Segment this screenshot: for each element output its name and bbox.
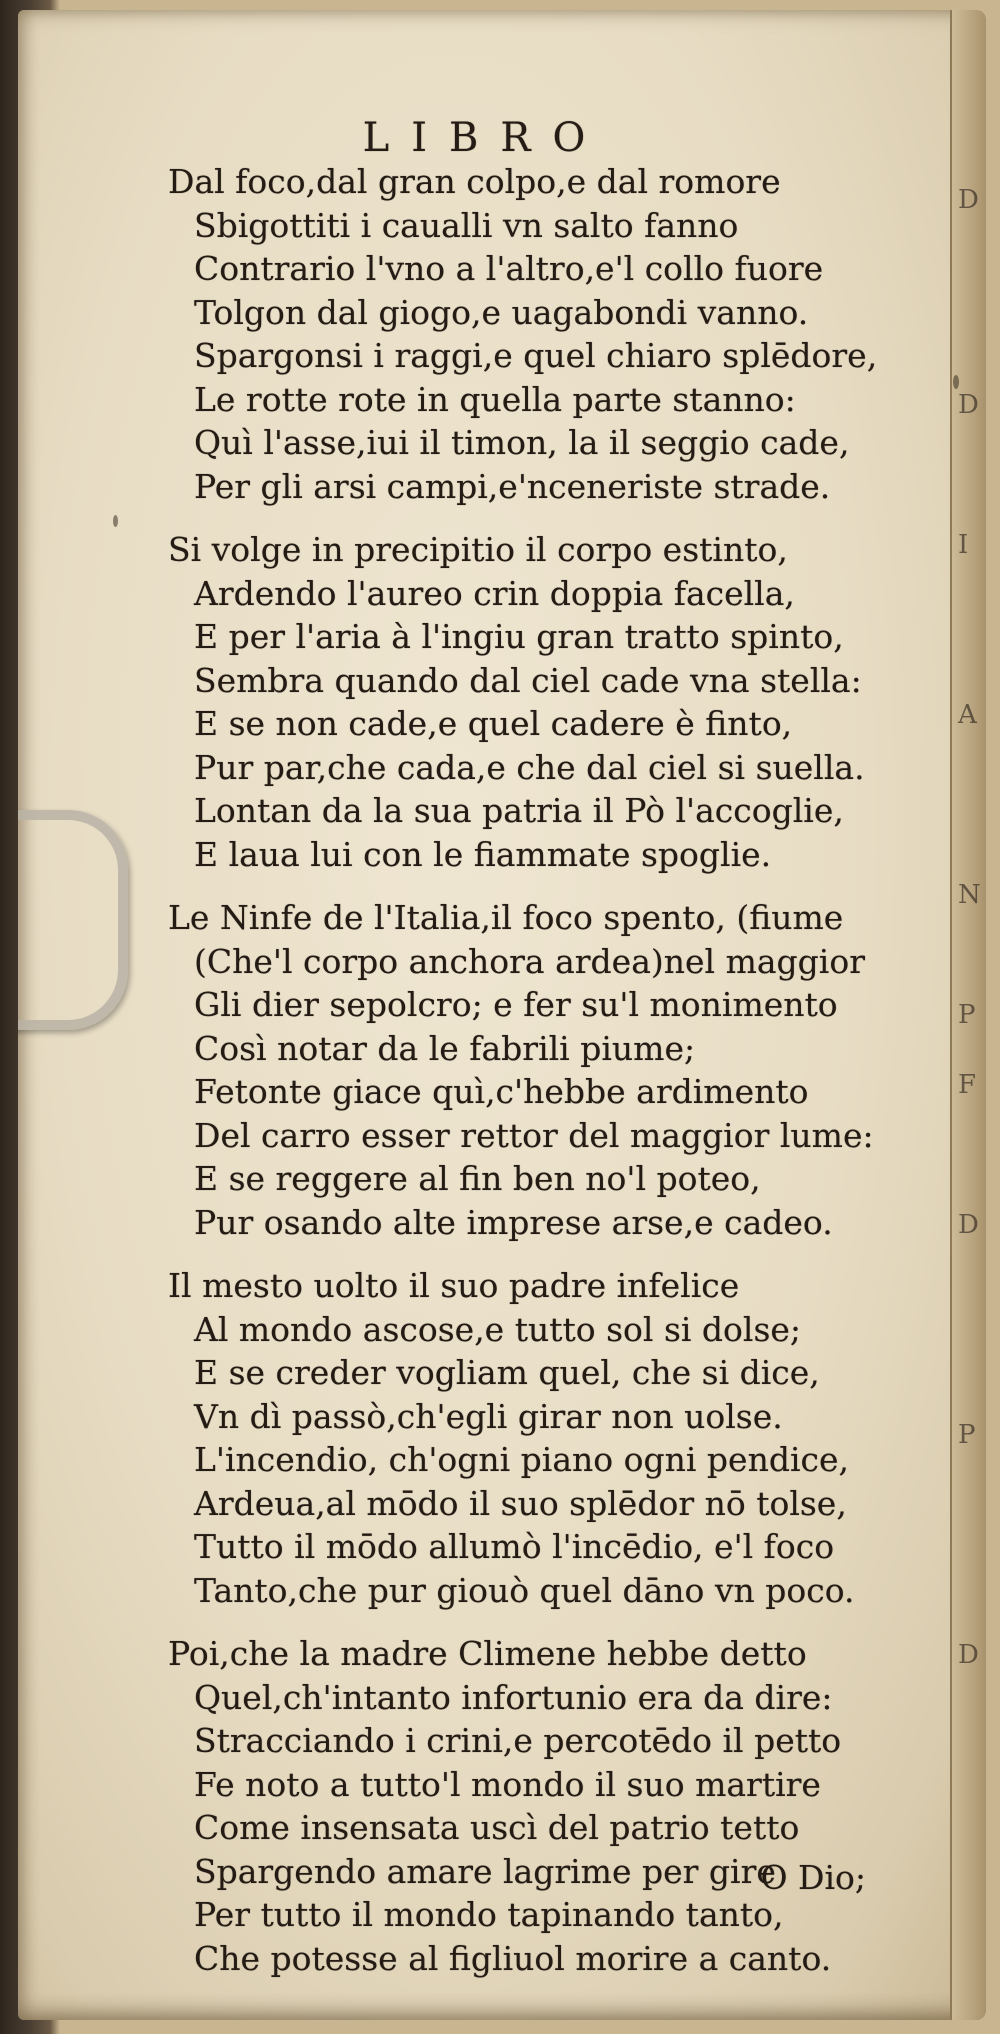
verse-line: E per l'aria à l'ingiu gran tratto spinto, xyxy=(194,617,844,656)
page-clip xyxy=(18,810,128,1030)
verse-line: Fetonte giace quì,c'hebbe ardimento xyxy=(194,1072,809,1111)
stanza-3 xyxy=(168,896,938,1244)
verse-line: E laua lui con le fiammate spoglie. xyxy=(194,834,772,874)
verse-line: E se creder vogliam quel, che si dice, xyxy=(194,1353,820,1392)
verse-line: Fe noto a tutto'l mondo il suo martire xyxy=(194,1764,821,1804)
verse-line: Ardendo l'aureo crin doppia facella, xyxy=(194,573,795,613)
verse-line: E se reggere al fin ben no'l poteo, xyxy=(194,1159,761,1198)
poem-text xyxy=(168,160,938,2000)
verse-line: Quì l'asse,iui il timon, la il seggio cade, xyxy=(194,423,850,462)
stanza-4 xyxy=(168,1264,938,1612)
verse-line: Come insensata uscì del patrio tetto xyxy=(194,1808,800,1847)
verse-line: Il mesto uolto il suo padre infelice xyxy=(168,1266,740,1305)
verse-line: Spargendo amare lagrime per gire xyxy=(194,1851,776,1891)
verse-line: Sbigottiti i caualli vn salto fanno xyxy=(194,205,739,245)
verse-line: (Che'l corpo anchora ardea)nel maggior xyxy=(194,941,865,981)
ink-blot xyxy=(113,515,118,527)
verse-line: Pur par,che cada,e che dal ciel si suella. xyxy=(194,747,865,787)
margin-fragment: D xyxy=(958,1640,979,1670)
verse-line: Le rotte rote in quella parte stanno: xyxy=(194,379,796,419)
verse-line: Lontan da la sua patria il Pò l'accoglie, xyxy=(194,791,844,830)
running-head: LIBRO xyxy=(362,115,608,161)
facing-page-edge xyxy=(950,10,986,2020)
verse-line: Tanto,che pur giouò quel dāno vn poco. xyxy=(194,1570,855,1610)
verse-line: Spargonsi i raggi,e quel chiaro splēdore, xyxy=(194,336,878,375)
verse-line: Si volge in precipitio il corpo estinto, xyxy=(168,530,788,569)
verse-line: Contrario l'vno a l'altro,e'l collo fuore xyxy=(194,249,824,288)
margin-fragment: D xyxy=(958,1210,979,1240)
margin-fragment: D xyxy=(958,390,979,420)
verse-line: Del carro esser rettor del maggior lume: xyxy=(194,1115,874,1155)
catchword: O Dio; xyxy=(760,1858,866,1897)
verse-line: E se non cade,e quel cadere è finto, xyxy=(194,704,793,743)
verse-line: L'incendio, ch'ogni piano ogni pendice, xyxy=(194,1440,850,1479)
margin-fragment: P xyxy=(958,1420,976,1450)
verse-line: Dal foco,dal gran colpo,e dal romore xyxy=(168,162,781,201)
verse-line: Le Ninfe de l'Italia,il foco spento, (fiume xyxy=(168,898,844,937)
verse-line: Tolgon dal giogo,e uagabondi vanno. xyxy=(194,292,809,332)
verse-line: Pur osando alte imprese arse,e cadeo. xyxy=(194,1202,833,1242)
verse-line: Tutto il mōdo allumò l'incēdio, e'l foco xyxy=(194,1527,835,1566)
stanza-1 xyxy=(168,160,938,508)
margin-fragment: F xyxy=(958,1070,977,1100)
verse-line: Vn dì passò,ch'egli girar non uolse. xyxy=(194,1396,783,1436)
stanza-5 xyxy=(168,1632,938,1980)
margin-fragment: D xyxy=(958,185,979,215)
verse-line: Per tutto il mondo tapinando tanto, xyxy=(194,1895,784,1934)
verse-line: Stracciando i crini,e percotēdo il petto xyxy=(194,1721,842,1760)
verse-line: Poi,che la madre Climene hebbe detto xyxy=(168,1634,807,1673)
margin-fragment: P xyxy=(958,1000,976,1030)
verse-line: Al mondo ascose,e tutto sol si dolse; xyxy=(194,1309,802,1349)
margin-fragment: A xyxy=(958,700,977,730)
ink-blot xyxy=(953,375,959,389)
verse-line: Così notar da le fabrili piume; xyxy=(194,1028,696,1068)
margin-fragment: I xyxy=(958,530,969,560)
stanza-2 xyxy=(168,528,938,876)
margin-fragment: N xyxy=(958,880,981,910)
verse-line: Che potesse al figliuol morire a canto. xyxy=(194,1938,832,1978)
verse-line: Sembra quando dal ciel cade vna stella: xyxy=(194,660,862,700)
verse-line: Per gli arsi campi,e'nceneriste strade. xyxy=(194,466,831,506)
verse-line: Gli dier sepolcro; e fer su'l monimento xyxy=(194,985,838,1024)
verse-line: Quel,ch'intanto infortunio era da dire: xyxy=(194,1677,833,1717)
book-page xyxy=(18,10,986,2020)
verse-line: Ardeua,al mōdo il suo splēdor nō tolse, xyxy=(194,1483,847,1523)
